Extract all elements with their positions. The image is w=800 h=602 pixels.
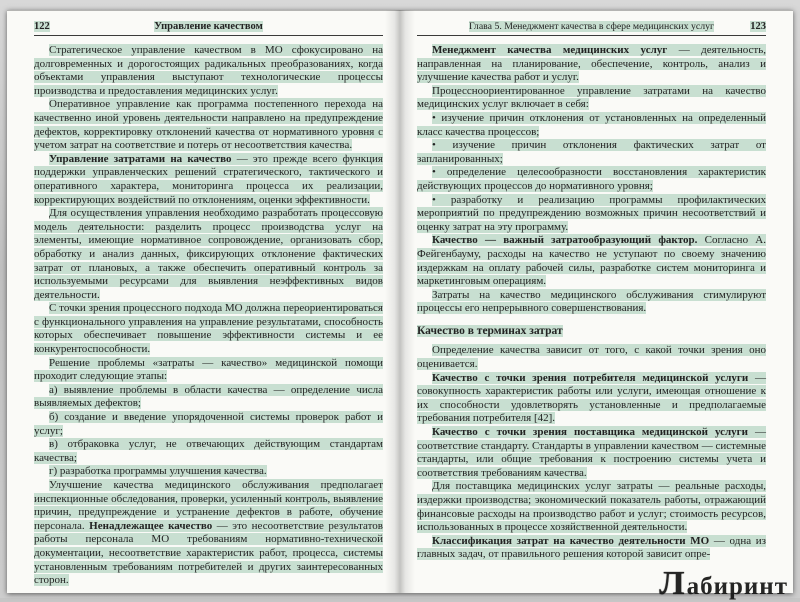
paragraph [417,234,766,288]
left-page-body [34,44,383,588]
paragraph-text: Для поставщика медицинских услуг затраты — реальные расходы, издержки производства; экономический показатель работы, отражающий финансовые расходы на производство работ и услуг; стоимость ресурсов, использованных в процессе хозяйственной деятельности. [417,480,766,534]
paragraph [34,44,383,98]
paragraph-text [417,44,766,83]
page-left [7,10,400,593]
bullet-item [417,112,766,139]
labirint-logo-icon: Л [659,565,685,602]
page-number-right [734,21,766,32]
paragraph-text [417,426,766,479]
paragraph [34,357,383,384]
paragraph [34,153,383,207]
section-heading-text: Качество в терминах затрат [417,324,563,337]
list-item [34,438,383,465]
bullet-item [417,194,766,235]
paragraph-text [417,372,766,425]
list-item-text: а) выявление проблемы в области качества — определение числа выявляемых дефектов; [34,383,383,410]
list-item [34,465,383,479]
paragraph-text: Процессноориентированное управление затратами на качество медицинских услуг включает в себя: [417,84,766,111]
paragraph-part1: Улучшение качества медицинского обслуживания предполагает инспекционные обследования, проверки, усиленный контроль, выявление причин, предупреждение и устранение дефектов в работе, обучение персонала. [34,479,383,532]
bullet-item [417,139,766,166]
list-item-text: в) отбраковка услуг, не отвечающих действующим стандартам качества; [34,438,383,464]
paragraph [417,372,766,426]
bold-lead: Качество — важный затратообразующий фактор. [432,234,698,247]
bullet-item [417,166,766,193]
paragraph [417,289,766,316]
paragraph [34,98,383,152]
page-number-left-text: 122 [34,21,50,32]
right-page-header [417,21,766,36]
list-item-text: б) создание и введение упорядоченной системы проверок работ и услуг; [34,411,383,437]
bold-lead: Менеджмент качества медицинских услуг [432,44,668,56]
paragraph [417,426,766,480]
bullet-item-text: • изучение причин отклонения фактических затрат от запланированных; [417,139,766,165]
paragraph [34,479,383,588]
labirint-watermark-text: абиринт [686,573,788,600]
labirint-watermark [659,567,788,601]
paragraph-text [34,153,383,206]
running-title-left [66,21,351,32]
paragraph-rest: — деятельность, направленная на планирование, обеспечение, контроль, анализ и улучшение качества работ и услуг. [417,44,766,84]
bold-lead: Качество с точки зрения потребителя медицинской услуги [432,371,749,384]
running-title-right [449,21,734,32]
paragraph-text: Оперативное управление как программа постепенного перехода на качественно иной уровень деятельности направлено на предупреждение дефектов, корректировку отклонений качества от нормативного уровня с учетом затрат на соответствие и потерь от несоответствия качества. [34,98,383,152]
page-right [400,10,793,593]
running-title-left-text: Управление качеством [154,21,263,32]
running-title-right-text: Глава 5. Менеджмент качества в сфере медицинских услуг [469,21,714,32]
bold-term: Ненадлежащее качество [89,519,213,532]
book-spread [7,10,793,593]
paragraph-rest: Согласно А. Фейгенбауму, расходы на качество не уступают по своему значению издержкам на оплату рабочей силы, разработке систем мониторинга и маркетинговым операциям. [417,234,766,288]
paragraph [34,207,383,302]
paragraph-text [34,479,383,586]
page-number-left [34,21,66,32]
bullet-item-text: • определение целесообразности восстановления характеристик действующих процессов до нормативного уровня; [417,166,766,192]
paragraph-rest: — это прежде всего функция поддержки управленческих решений стратегического, тактического и оперативного характера, мониторинга процесса их реализации, корректирующих воздействий по отклонениям, оценки эффективности. [34,152,383,206]
paragraph-rest: — совокупность характеристик работы или услуги, имеющая отношение к их способности удовлетворять установленные и предполагаемые требования потребителя [42]. [417,371,766,425]
paragraph-text: Стратегическое управление качеством в МО сфокусировано на долговременных и дорогостоящих радикальных преобразованиях, когда объектами управления выступают технологические процессы производства и предоставления медицинских услуг. [34,44,383,97]
paragraph-text: Для осуществления управления необходимо разработать процессовую модель деятельности: разделить процесс производства услуг на элементы, имеющие нормативное сопровождение, организовать сбор, обработку и анализ данных, фиксирующих отклонение фактических затрат от плановых, а также обеспечить оперативный контроль за используемыми ресурсами для выявления неэффективных видов деятельности. [34,207,383,301]
bullet-item-text: • разработку и реализацию программы профилактических мероприятий по предупреждению возможных причин несоответствий и оценку затрат на эту программу. [417,193,766,233]
paragraph [417,535,766,562]
bold-lead: Классификация затрат на качество деятельности МО [432,534,710,547]
paragraph-text [417,234,766,287]
right-page-body [417,44,766,562]
paragraph-rest: — одна из главных задач, от правильного решения которой зависит опре- [417,534,767,561]
paragraph-text: С точки зрения процессного подхода МО должна переориентироваться с функционального управления на управление результатами, способность которых обеспечивает повышение эффективности системы и ее конкурентоспособности. [34,302,383,356]
paragraph-text: Затраты на качество медицинского обслуживания стимулируют процессы его непрерывного совершенствования. [417,288,766,315]
page-number-right-text: 123 [750,21,766,32]
paragraph [417,344,766,371]
paragraph-text: Решение проблемы «затраты — качество» медицинской помощи проходит следующие этапы: [34,356,383,383]
paragraph [34,302,383,356]
paragraph [417,44,766,85]
paragraph-text: Определение качества зависит от того, с какой точки зрения оно оценивается. [417,344,766,371]
bullet-item-text: • изучение причин отклонения от установленных на определенный класс качества процессов; [417,111,766,138]
section-heading [417,325,766,339]
paragraph [417,85,766,112]
paragraph [417,480,766,534]
bold-lead: Качество с точки зрения поставщика медицинской услуги [432,426,749,439]
list-item-text: г) разработка программы улучшения качества. [49,465,267,478]
list-item [34,411,383,438]
paragraph-part2: — это несоответствие результатов работы персонала МО требованиям нормативно-технической документации, несоответствие характеристик работ, процесса, системы установленным требованиям потребителей и других заинтересованных сторон. [34,519,383,587]
paragraph-text [417,535,766,561]
paragraph-rest: — соответствие стандарту. Стандарты в управлении качеством — системные стандарты, или общие требования к построению системы учета и соответствия требованиям качества. [417,426,766,479]
left-page-header [34,21,383,36]
list-item [34,384,383,411]
bold-lead: Управление затратами на качество [49,152,232,165]
